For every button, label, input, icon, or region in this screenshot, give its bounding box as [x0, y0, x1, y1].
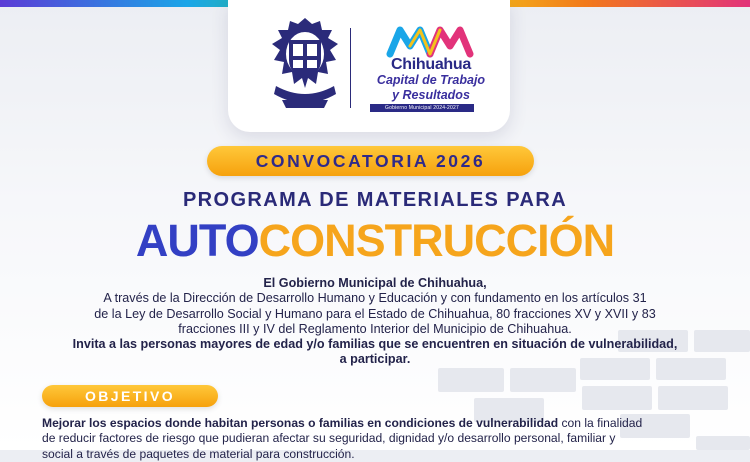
objetivo-heading: OBJETIVO: [42, 385, 218, 407]
intro-body-line: de la Ley de Desarrollo Social y Humano para el Estado de Chihuahua, 80 fracciones XV y XVII y 83: [94, 306, 656, 321]
intro-invite-line: a participar.: [339, 352, 411, 367]
logo-card: [228, 0, 510, 132]
brand-city-name: Chihuahua: [391, 56, 471, 73]
intro-paragraph: [0, 276, 750, 368]
objetivo-line: social a través de paquetes de material para construcción.: [42, 446, 355, 461]
brand-slogan-line2: y Resultados: [392, 88, 470, 102]
intro-invite-line: Invita a las personas mayores de edad y/o familias que se encuentren en situación de vulnerabilidad,: [72, 337, 678, 352]
intro-body-line: fracciones III y IV del Reglamento Interior del Municipio de Chihuahua.: [178, 321, 572, 336]
objetivo-line: de reducir factores de riesgo que pudieran afectar su seguridad, dignidad y/o desarrollo personal, familiar y: [42, 431, 616, 446]
title-part-auto: AUTO: [135, 215, 259, 266]
objetivo-bold-text: Mejorar los espacios donde habitan personas o familias en condiciones de vulnerabilidad: [42, 416, 559, 430]
program-subtitle: PROGRAMA DE MATERIALES PARA: [182, 189, 568, 211]
program-title: [0, 211, 750, 271]
municipal-coat-of-arms-icon: [262, 16, 348, 116]
convocatoria-badge: CONVOCATORIA 2026: [207, 146, 534, 176]
brand-slogan-line1: Capital de Trabajo: [376, 73, 486, 87]
logo-divider: [350, 28, 351, 108]
objetivo-text: [42, 416, 742, 462]
intro-body-line: A través de la Dirección de Desarrollo Humano y Educación y con fundamento en los artículos 31: [103, 291, 647, 306]
brand-term-band: Gobierno Municipal 2024-2027: [370, 104, 474, 112]
title-part-construccion: CONSTRUCCIÓN: [258, 215, 615, 266]
chihuahua-brand-icon: [386, 24, 474, 58]
intro-lead: El Gobierno Municipal de Chihuahua,: [263, 276, 487, 290]
objetivo-text-rest: con la finalidad: [558, 416, 643, 430]
